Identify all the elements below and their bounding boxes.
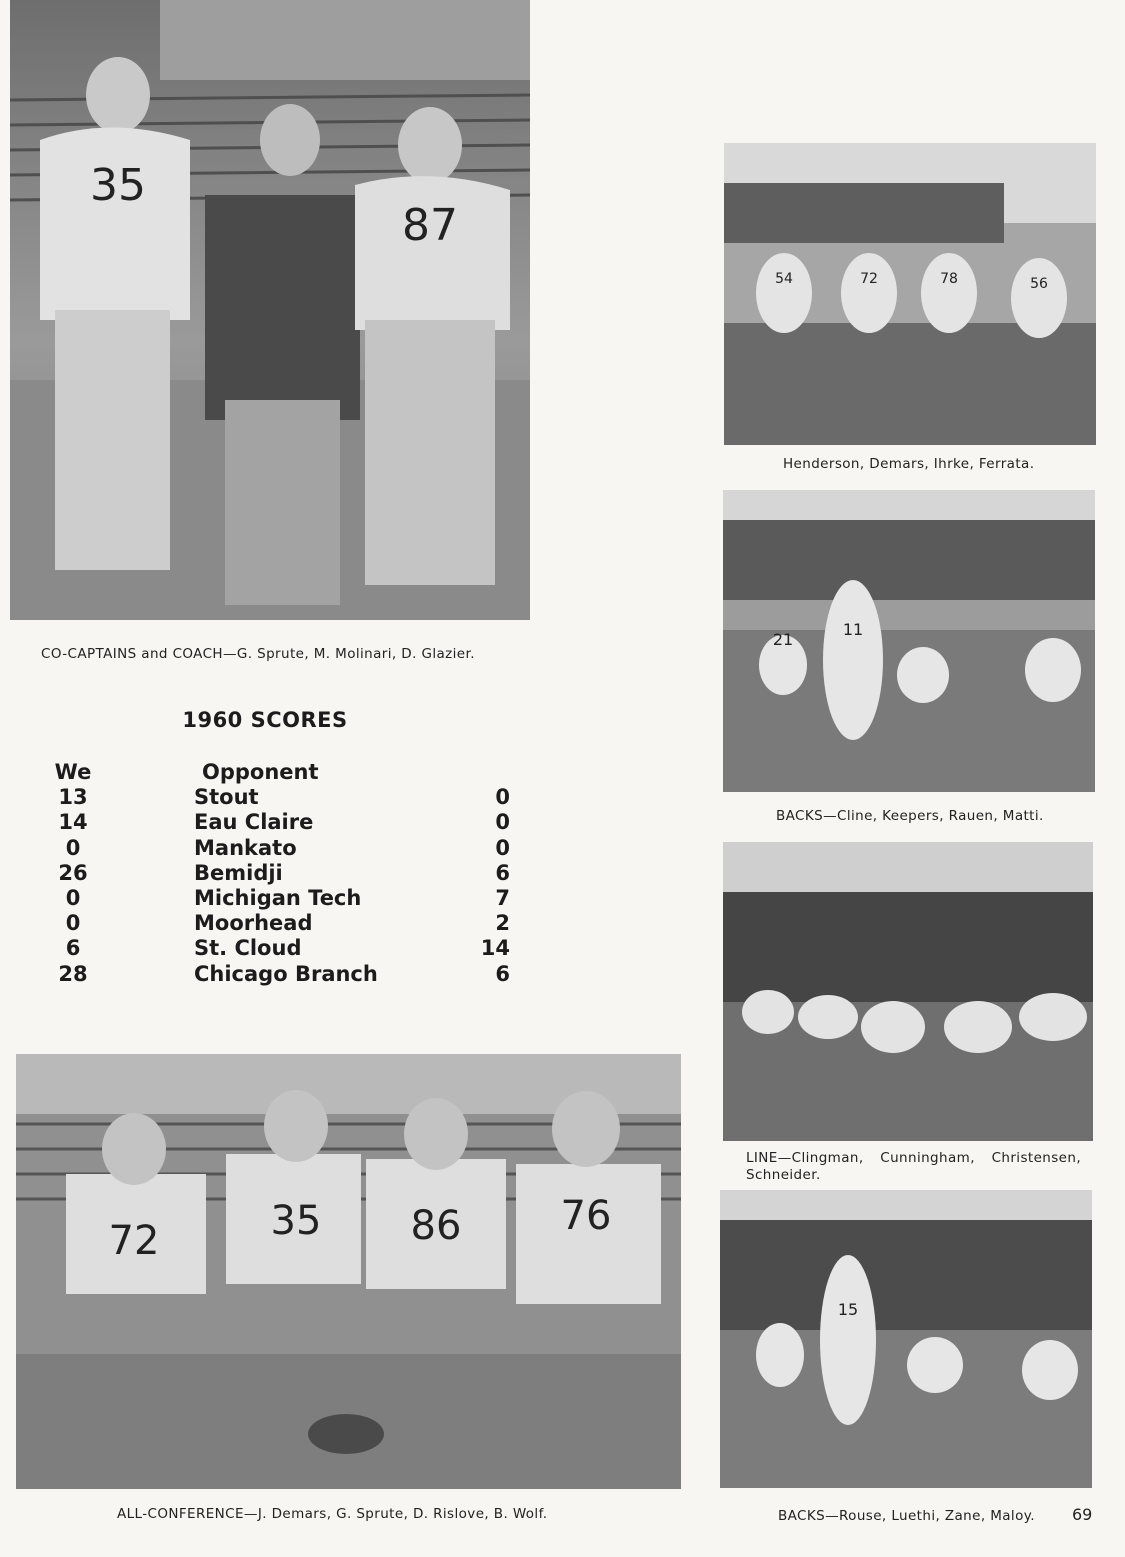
caption-line-2: Schneider. [746,1167,821,1183]
photo-backs-cline [723,490,1095,792]
score-opponent: Bemidji [194,860,283,885]
score-row [40,936,540,961]
score-row [40,810,540,835]
caption-co-captains: CO-CAPTAINS and COACH—G. Sprute, M. Molinari, D. Glazier. [41,646,475,662]
score-row [40,836,540,861]
photo-co-captains-coach [10,0,530,620]
caption-backs-rouse: BACKS—Rouse, Luethi, Zane, Maloy. [778,1508,1035,1524]
caption-line-1: LINE—Clingman, Cunningham, Christensen, [746,1150,1082,1166]
photo-line [723,842,1093,1141]
score-opponent: Stout [194,785,259,810]
jersey-number: 76 [560,1193,612,1239]
scores-title: 1960 SCORES [182,708,348,732]
scores-table [40,760,540,987]
score-we: 0 [65,835,81,860]
score-row [40,785,540,810]
score-we: 6 [65,936,81,961]
score-row [40,911,540,936]
score-we: 28 [58,961,88,986]
score-row [40,962,540,987]
score-we: 0 [65,911,81,936]
jersey-number: 54 [775,271,793,287]
caption-backs-cline: BACKS—Cline, Keepers, Rauen, Matti. [776,808,1044,824]
page-number: 69 [1072,1505,1093,1524]
score-they: 0 [495,835,510,860]
jersey-number: 21 [772,630,794,649]
jersey-number: 72 [108,1218,160,1264]
jersey-number: 86 [410,1203,462,1249]
scores-header [40,760,540,785]
score-row [40,886,540,911]
score-we: 26 [58,860,88,885]
score-they: 0 [495,785,510,810]
jersey-number: 35 [90,160,146,211]
score-opponent: Michigan Tech [194,885,362,910]
jersey-number: 11 [842,620,864,639]
score-they: 0 [495,810,510,835]
jersey-number: 35 [270,1198,322,1244]
jersey-number: 72 [860,271,878,287]
score-they: 6 [495,961,510,986]
score-we: 0 [65,885,81,910]
jersey-number: 56 [1030,276,1048,292]
photo-all-conference [16,1054,681,1489]
score-they: 2 [495,911,510,936]
jersey-number: 87 [402,200,458,251]
score-we: 13 [58,785,88,810]
header-we: We [54,760,92,784]
score-opponent: Chicago Branch [194,961,378,986]
photo-linemen-four [724,143,1096,445]
score-opponent: Eau Claire [194,810,314,835]
score-row [40,861,540,886]
caption-linemen-four: Henderson, Demars, Ihrke, Ferrata. [783,456,1035,472]
score-opponent: St. Cloud [194,936,302,961]
photo-backs-rouse [720,1190,1092,1488]
score-they: 6 [495,860,510,885]
score-they: 7 [495,885,510,910]
caption-all-conference: ALL-CONFERENCE—J. Demars, G. Sprute, D. Rislove, B. Wolf. [117,1506,548,1522]
score-opponent: Moorhead [194,911,313,936]
jersey-number: 15 [837,1300,859,1319]
score-they: 14 [480,936,510,961]
header-opponent: Opponent [202,760,319,784]
score-opponent: Mankato [194,835,297,860]
jersey-number: 78 [940,271,958,287]
score-we: 14 [58,810,88,835]
